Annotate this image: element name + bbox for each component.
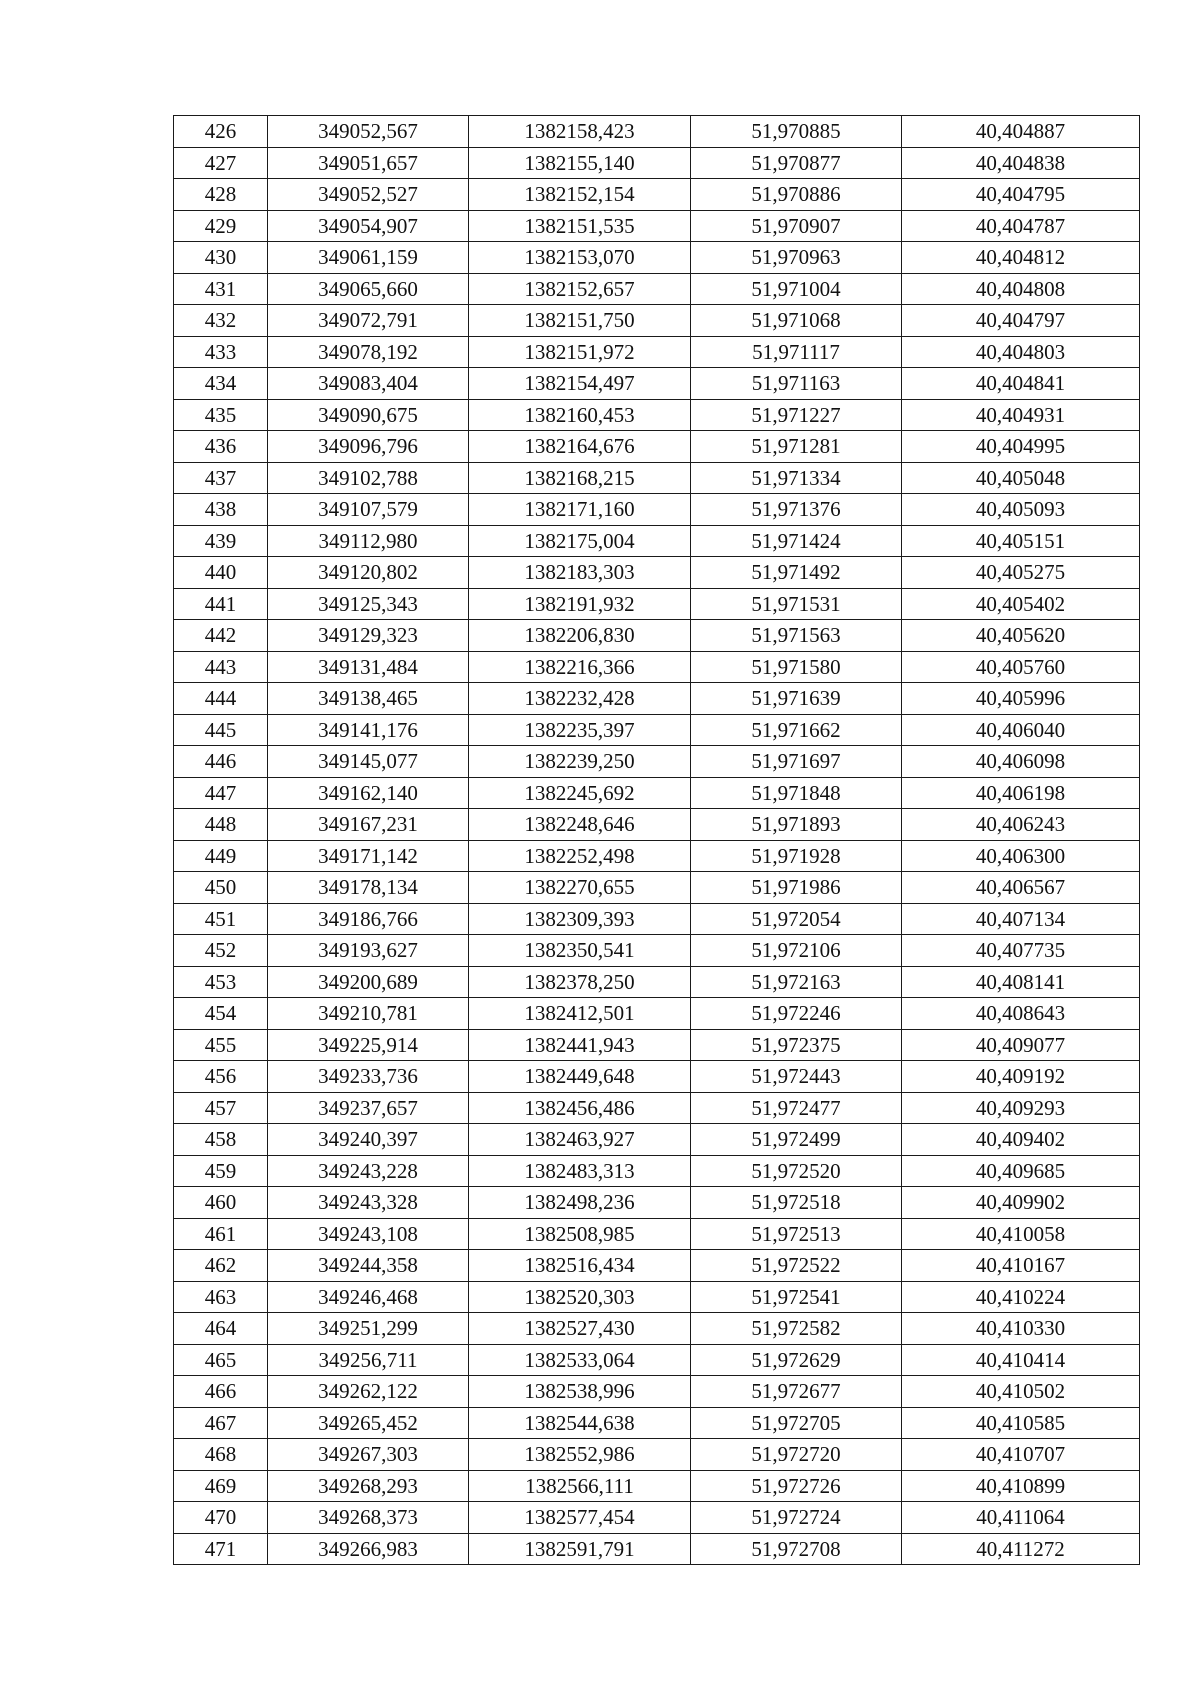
- x-coordinate-cell: 349233,736: [268, 1061, 469, 1093]
- point-number-cell: 450: [174, 872, 268, 904]
- y-coordinate-cell: 1382350,541: [469, 935, 691, 967]
- point-number-cell: 467: [174, 1407, 268, 1439]
- point-number-cell: 427: [174, 147, 268, 179]
- table-row: [174, 1344, 1140, 1376]
- longitude-cell: 40,404887: [902, 116, 1140, 148]
- table-row: [174, 462, 1140, 494]
- x-coordinate-cell: 349078,192: [268, 336, 469, 368]
- y-coordinate-cell: 1382158,423: [469, 116, 691, 148]
- longitude-cell: 40,409685: [902, 1155, 1140, 1187]
- x-coordinate-cell: 349200,689: [268, 966, 469, 998]
- point-number-cell: 464: [174, 1313, 268, 1345]
- latitude-cell: 51,971986: [691, 872, 902, 904]
- table-row: [174, 431, 1140, 463]
- table-row: [174, 714, 1140, 746]
- point-number-cell: 436: [174, 431, 268, 463]
- longitude-cell: 40,404787: [902, 210, 1140, 242]
- y-coordinate-cell: 1382191,932: [469, 588, 691, 620]
- x-coordinate-cell: 349052,567: [268, 116, 469, 148]
- longitude-cell: 40,408643: [902, 998, 1140, 1030]
- latitude-cell: 51,972724: [691, 1502, 902, 1534]
- table-row: [174, 116, 1140, 148]
- x-coordinate-cell: 349162,140: [268, 777, 469, 809]
- y-coordinate-cell: 1382483,313: [469, 1155, 691, 1187]
- latitude-cell: 51,972443: [691, 1061, 902, 1093]
- latitude-cell: 51,971662: [691, 714, 902, 746]
- y-coordinate-cell: 1382152,657: [469, 273, 691, 305]
- y-coordinate-cell: 1382412,501: [469, 998, 691, 1030]
- x-coordinate-cell: 349240,397: [268, 1124, 469, 1156]
- point-number-cell: 453: [174, 966, 268, 998]
- longitude-cell: 40,404931: [902, 399, 1140, 431]
- point-number-cell: 465: [174, 1344, 268, 1376]
- latitude-cell: 51,972513: [691, 1218, 902, 1250]
- y-coordinate-cell: 1382245,692: [469, 777, 691, 809]
- longitude-cell: 40,410058: [902, 1218, 1140, 1250]
- longitude-cell: 40,410707: [902, 1439, 1140, 1471]
- y-coordinate-cell: 1382498,236: [469, 1187, 691, 1219]
- x-coordinate-cell: 349268,293: [268, 1470, 469, 1502]
- table-row: [174, 525, 1140, 557]
- table-row: [174, 1250, 1140, 1282]
- point-number-cell: 462: [174, 1250, 268, 1282]
- longitude-cell: 40,404797: [902, 305, 1140, 337]
- latitude-cell: 51,972726: [691, 1470, 902, 1502]
- x-coordinate-cell: 349171,142: [268, 840, 469, 872]
- table-row: [174, 1439, 1140, 1471]
- table-row: [174, 1470, 1140, 1502]
- table-row: [174, 1218, 1140, 1250]
- y-coordinate-cell: 1382441,943: [469, 1029, 691, 1061]
- latitude-cell: 51,970877: [691, 147, 902, 179]
- table-row: [174, 935, 1140, 967]
- longitude-cell: 40,410414: [902, 1344, 1140, 1376]
- x-coordinate-cell: 349052,527: [268, 179, 469, 211]
- y-coordinate-cell: 1382232,428: [469, 683, 691, 715]
- latitude-cell: 51,971068: [691, 305, 902, 337]
- y-coordinate-cell: 1382235,397: [469, 714, 691, 746]
- y-coordinate-cell: 1382168,215: [469, 462, 691, 494]
- x-coordinate-cell: 349112,980: [268, 525, 469, 557]
- table-row: [174, 399, 1140, 431]
- table-row: [174, 1533, 1140, 1565]
- longitude-cell: 40,404808: [902, 273, 1140, 305]
- point-number-cell: 435: [174, 399, 268, 431]
- table-row: [174, 1502, 1140, 1534]
- longitude-cell: 40,404995: [902, 431, 1140, 463]
- table-row: [174, 1281, 1140, 1313]
- y-coordinate-cell: 1382378,250: [469, 966, 691, 998]
- table-row: [174, 557, 1140, 589]
- latitude-cell: 51,972541: [691, 1281, 902, 1313]
- point-number-cell: 426: [174, 116, 268, 148]
- longitude-cell: 40,406198: [902, 777, 1140, 809]
- longitude-cell: 40,409077: [902, 1029, 1140, 1061]
- y-coordinate-cell: 1382566,111: [469, 1470, 691, 1502]
- latitude-cell: 51,971928: [691, 840, 902, 872]
- latitude-cell: 51,972054: [691, 903, 902, 935]
- table-row: [174, 777, 1140, 809]
- longitude-cell: 40,406243: [902, 809, 1140, 841]
- x-coordinate-cell: 349102,788: [268, 462, 469, 494]
- y-coordinate-cell: 1382527,430: [469, 1313, 691, 1345]
- y-coordinate-cell: 1382183,303: [469, 557, 691, 589]
- point-number-cell: 438: [174, 494, 268, 526]
- latitude-cell: 51,971580: [691, 651, 902, 683]
- x-coordinate-cell: 349096,796: [268, 431, 469, 463]
- longitude-cell: 40,405048: [902, 462, 1140, 494]
- coordinates-table: [173, 115, 1140, 1565]
- point-number-cell: 470: [174, 1502, 268, 1534]
- x-coordinate-cell: 349244,358: [268, 1250, 469, 1282]
- point-number-cell: 452: [174, 935, 268, 967]
- longitude-cell: 40,405620: [902, 620, 1140, 652]
- y-coordinate-cell: 1382175,004: [469, 525, 691, 557]
- point-number-cell: 441: [174, 588, 268, 620]
- point-number-cell: 449: [174, 840, 268, 872]
- latitude-cell: 51,972708: [691, 1533, 902, 1565]
- x-coordinate-cell: 349225,914: [268, 1029, 469, 1061]
- latitude-cell: 51,972720: [691, 1439, 902, 1471]
- point-number-cell: 444: [174, 683, 268, 715]
- x-coordinate-cell: 349237,657: [268, 1092, 469, 1124]
- x-coordinate-cell: 349243,228: [268, 1155, 469, 1187]
- longitude-cell: 40,405760: [902, 651, 1140, 683]
- y-coordinate-cell: 1382154,497: [469, 368, 691, 400]
- point-number-cell: 456: [174, 1061, 268, 1093]
- latitude-cell: 51,971424: [691, 525, 902, 557]
- point-number-cell: 429: [174, 210, 268, 242]
- table-row: [174, 1061, 1140, 1093]
- longitude-cell: 40,406567: [902, 872, 1140, 904]
- latitude-cell: 51,971004: [691, 273, 902, 305]
- x-coordinate-cell: 349141,176: [268, 714, 469, 746]
- y-coordinate-cell: 1382577,454: [469, 1502, 691, 1534]
- latitude-cell: 51,970886: [691, 179, 902, 211]
- point-number-cell: 434: [174, 368, 268, 400]
- x-coordinate-cell: 349145,077: [268, 746, 469, 778]
- table-row: [174, 273, 1140, 305]
- longitude-cell: 40,410330: [902, 1313, 1140, 1345]
- longitude-cell: 40,406040: [902, 714, 1140, 746]
- x-coordinate-cell: 349107,579: [268, 494, 469, 526]
- latitude-cell: 51,972582: [691, 1313, 902, 1345]
- longitude-cell: 40,404841: [902, 368, 1140, 400]
- longitude-cell: 40,410502: [902, 1376, 1140, 1408]
- latitude-cell: 51,971281: [691, 431, 902, 463]
- y-coordinate-cell: 1382160,453: [469, 399, 691, 431]
- x-coordinate-cell: 349061,159: [268, 242, 469, 274]
- latitude-cell: 51,971563: [691, 620, 902, 652]
- y-coordinate-cell: 1382463,927: [469, 1124, 691, 1156]
- table-row: [174, 368, 1140, 400]
- table-row: [174, 336, 1140, 368]
- y-coordinate-cell: 1382533,064: [469, 1344, 691, 1376]
- longitude-cell: 40,407134: [902, 903, 1140, 935]
- latitude-cell: 51,971697: [691, 746, 902, 778]
- x-coordinate-cell: 349265,452: [268, 1407, 469, 1439]
- latitude-cell: 51,972518: [691, 1187, 902, 1219]
- y-coordinate-cell: 1382152,154: [469, 179, 691, 211]
- table-row: [174, 903, 1140, 935]
- table-row: [174, 809, 1140, 841]
- latitude-cell: 51,972375: [691, 1029, 902, 1061]
- x-coordinate-cell: 349246,468: [268, 1281, 469, 1313]
- point-number-cell: 457: [174, 1092, 268, 1124]
- y-coordinate-cell: 1382538,996: [469, 1376, 691, 1408]
- table-row: [174, 1376, 1140, 1408]
- point-number-cell: 447: [174, 777, 268, 809]
- x-coordinate-cell: 349083,404: [268, 368, 469, 400]
- y-coordinate-cell: 1382520,303: [469, 1281, 691, 1313]
- longitude-cell: 40,409902: [902, 1187, 1140, 1219]
- x-coordinate-cell: 349120,802: [268, 557, 469, 589]
- y-coordinate-cell: 1382516,434: [469, 1250, 691, 1282]
- longitude-cell: 40,409192: [902, 1061, 1140, 1093]
- longitude-cell: 40,404838: [902, 147, 1140, 179]
- y-coordinate-cell: 1382252,498: [469, 840, 691, 872]
- table-row: [174, 1313, 1140, 1345]
- latitude-cell: 51,971893: [691, 809, 902, 841]
- table-row: [174, 305, 1140, 337]
- latitude-cell: 51,972106: [691, 935, 902, 967]
- y-coordinate-cell: 1382449,648: [469, 1061, 691, 1093]
- table-row: [174, 651, 1140, 683]
- y-coordinate-cell: 1382171,160: [469, 494, 691, 526]
- latitude-cell: 51,972520: [691, 1155, 902, 1187]
- point-number-cell: 463: [174, 1281, 268, 1313]
- longitude-cell: 40,409293: [902, 1092, 1140, 1124]
- latitude-cell: 51,972163: [691, 966, 902, 998]
- latitude-cell: 51,972246: [691, 998, 902, 1030]
- table-row: [174, 1092, 1140, 1124]
- point-number-cell: 431: [174, 273, 268, 305]
- longitude-cell: 40,410899: [902, 1470, 1140, 1502]
- point-number-cell: 433: [174, 336, 268, 368]
- longitude-cell: 40,405402: [902, 588, 1140, 620]
- longitude-cell: 40,407735: [902, 935, 1140, 967]
- point-number-cell: 442: [174, 620, 268, 652]
- latitude-cell: 51,970907: [691, 210, 902, 242]
- point-number-cell: 454: [174, 998, 268, 1030]
- x-coordinate-cell: 349072,791: [268, 305, 469, 337]
- longitude-cell: 40,408141: [902, 966, 1140, 998]
- y-coordinate-cell: 1382153,070: [469, 242, 691, 274]
- table-row: [174, 1187, 1140, 1219]
- y-coordinate-cell: 1382206,830: [469, 620, 691, 652]
- latitude-cell: 51,971163: [691, 368, 902, 400]
- latitude-cell: 51,971531: [691, 588, 902, 620]
- point-number-cell: 446: [174, 746, 268, 778]
- x-coordinate-cell: 349167,231: [268, 809, 469, 841]
- point-number-cell: 445: [174, 714, 268, 746]
- y-coordinate-cell: 1382552,986: [469, 1439, 691, 1471]
- x-coordinate-cell: 349129,323: [268, 620, 469, 652]
- longitude-cell: 40,410585: [902, 1407, 1140, 1439]
- latitude-cell: 51,971117: [691, 336, 902, 368]
- longitude-cell: 40,405275: [902, 557, 1140, 589]
- table-row: [174, 998, 1140, 1030]
- longitude-cell: 40,411064: [902, 1502, 1140, 1534]
- y-coordinate-cell: 1382151,972: [469, 336, 691, 368]
- x-coordinate-cell: 349131,484: [268, 651, 469, 683]
- point-number-cell: 455: [174, 1029, 268, 1061]
- longitude-cell: 40,410167: [902, 1250, 1140, 1282]
- table-row: [174, 588, 1140, 620]
- x-coordinate-cell: 349051,657: [268, 147, 469, 179]
- point-number-cell: 461: [174, 1218, 268, 1250]
- point-number-cell: 451: [174, 903, 268, 935]
- point-number-cell: 439: [174, 525, 268, 557]
- latitude-cell: 51,971639: [691, 683, 902, 715]
- longitude-cell: 40,404812: [902, 242, 1140, 274]
- latitude-cell: 51,972499: [691, 1124, 902, 1156]
- longitude-cell: 40,406300: [902, 840, 1140, 872]
- point-number-cell: 437: [174, 462, 268, 494]
- y-coordinate-cell: 1382239,250: [469, 746, 691, 778]
- longitude-cell: 40,406098: [902, 746, 1140, 778]
- x-coordinate-cell: 349256,711: [268, 1344, 469, 1376]
- table-row: [174, 683, 1140, 715]
- table-row: [174, 746, 1140, 778]
- y-coordinate-cell: 1382216,366: [469, 651, 691, 683]
- longitude-cell: 40,405151: [902, 525, 1140, 557]
- table-row: [174, 1155, 1140, 1187]
- point-number-cell: 458: [174, 1124, 268, 1156]
- x-coordinate-cell: 349125,343: [268, 588, 469, 620]
- point-number-cell: 460: [174, 1187, 268, 1219]
- table-row: [174, 1407, 1140, 1439]
- point-number-cell: 471: [174, 1533, 268, 1565]
- point-number-cell: 440: [174, 557, 268, 589]
- longitude-cell: 40,405996: [902, 683, 1140, 715]
- table-row: [174, 966, 1140, 998]
- x-coordinate-cell: 349266,983: [268, 1533, 469, 1565]
- longitude-cell: 40,411272: [902, 1533, 1140, 1565]
- x-coordinate-cell: 349054,907: [268, 210, 469, 242]
- x-coordinate-cell: 349065,660: [268, 273, 469, 305]
- table-row: [174, 210, 1140, 242]
- x-coordinate-cell: 349243,108: [268, 1218, 469, 1250]
- latitude-cell: 51,971227: [691, 399, 902, 431]
- latitude-cell: 51,972477: [691, 1092, 902, 1124]
- point-number-cell: 432: [174, 305, 268, 337]
- point-number-cell: 469: [174, 1470, 268, 1502]
- y-coordinate-cell: 1382151,750: [469, 305, 691, 337]
- longitude-cell: 40,405093: [902, 494, 1140, 526]
- x-coordinate-cell: 349210,781: [268, 998, 469, 1030]
- x-coordinate-cell: 349090,675: [268, 399, 469, 431]
- longitude-cell: 40,404795: [902, 179, 1140, 211]
- y-coordinate-cell: 1382155,140: [469, 147, 691, 179]
- point-number-cell: 466: [174, 1376, 268, 1408]
- table-row: [174, 494, 1140, 526]
- y-coordinate-cell: 1382248,646: [469, 809, 691, 841]
- table-row: [174, 147, 1140, 179]
- x-coordinate-cell: 349138,465: [268, 683, 469, 715]
- table-row: [174, 242, 1140, 274]
- latitude-cell: 51,972677: [691, 1376, 902, 1408]
- longitude-cell: 40,404803: [902, 336, 1140, 368]
- table-row: [174, 620, 1140, 652]
- latitude-cell: 51,971376: [691, 494, 902, 526]
- x-coordinate-cell: 349178,134: [268, 872, 469, 904]
- y-coordinate-cell: 1382164,676: [469, 431, 691, 463]
- point-number-cell: 443: [174, 651, 268, 683]
- x-coordinate-cell: 349186,766: [268, 903, 469, 935]
- table-row: [174, 840, 1140, 872]
- x-coordinate-cell: 349262,122: [268, 1376, 469, 1408]
- point-number-cell: 428: [174, 179, 268, 211]
- x-coordinate-cell: 349268,373: [268, 1502, 469, 1534]
- longitude-cell: 40,410224: [902, 1281, 1140, 1313]
- point-number-cell: 448: [174, 809, 268, 841]
- latitude-cell: 51,971492: [691, 557, 902, 589]
- y-coordinate-cell: 1382270,655: [469, 872, 691, 904]
- table-row: [174, 179, 1140, 211]
- point-number-cell: 459: [174, 1155, 268, 1187]
- y-coordinate-cell: 1382591,791: [469, 1533, 691, 1565]
- point-number-cell: 430: [174, 242, 268, 274]
- table-row: [174, 1124, 1140, 1156]
- latitude-cell: 51,972629: [691, 1344, 902, 1376]
- y-coordinate-cell: 1382151,535: [469, 210, 691, 242]
- latitude-cell: 51,970963: [691, 242, 902, 274]
- latitude-cell: 51,971334: [691, 462, 902, 494]
- table-row: [174, 1029, 1140, 1061]
- x-coordinate-cell: 349251,299: [268, 1313, 469, 1345]
- x-coordinate-cell: 349193,627: [268, 935, 469, 967]
- x-coordinate-cell: 349243,328: [268, 1187, 469, 1219]
- latitude-cell: 51,972522: [691, 1250, 902, 1282]
- point-number-cell: 468: [174, 1439, 268, 1471]
- latitude-cell: 51,972705: [691, 1407, 902, 1439]
- y-coordinate-cell: 1382544,638: [469, 1407, 691, 1439]
- table-row: [174, 872, 1140, 904]
- y-coordinate-cell: 1382309,393: [469, 903, 691, 935]
- latitude-cell: 51,971848: [691, 777, 902, 809]
- x-coordinate-cell: 349267,303: [268, 1439, 469, 1471]
- latitude-cell: 51,970885: [691, 116, 902, 148]
- longitude-cell: 40,409402: [902, 1124, 1140, 1156]
- y-coordinate-cell: 1382508,985: [469, 1218, 691, 1250]
- coordinates-table-body: [174, 116, 1140, 1565]
- y-coordinate-cell: 1382456,486: [469, 1092, 691, 1124]
